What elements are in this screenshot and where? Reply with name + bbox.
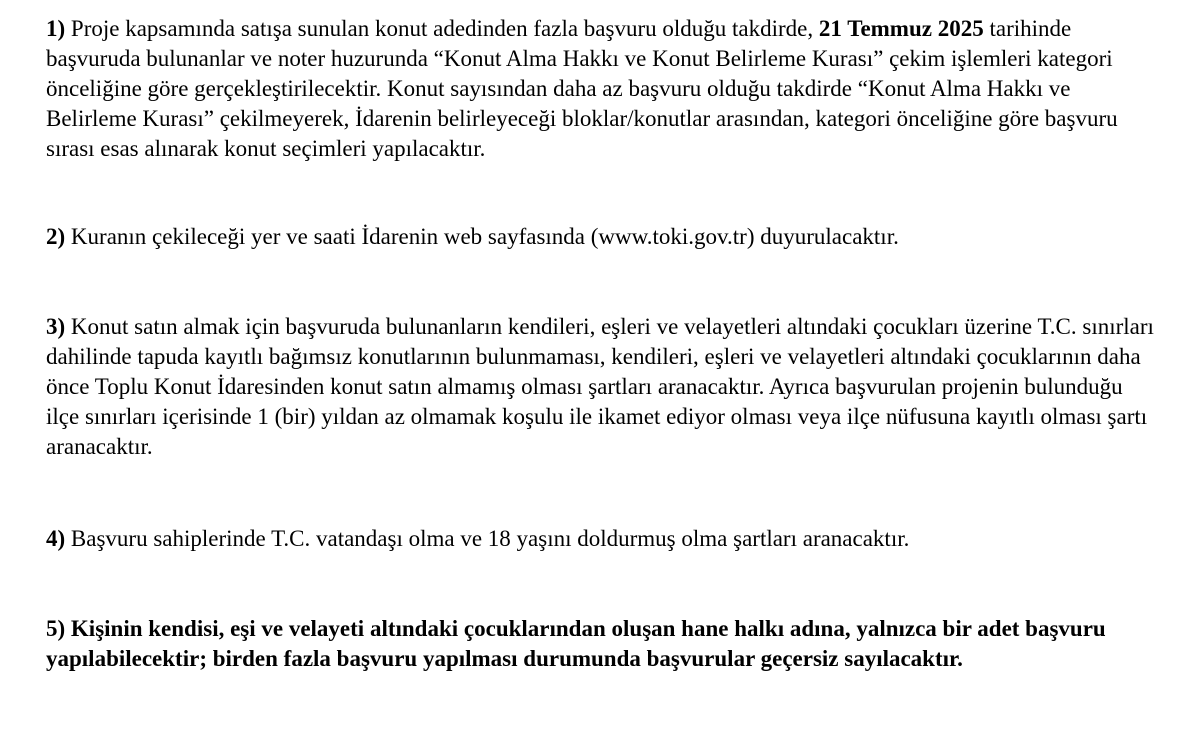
rule-item-1 xyxy=(46,14,1160,164)
item-number: 3) xyxy=(46,314,66,339)
rule-item-4 xyxy=(46,524,1160,554)
item-number: 2) xyxy=(46,224,66,249)
rule-item-5 xyxy=(46,614,1160,674)
item-text: Başvuru sahiplerinde T.C. vatandaşı olma ve 18 yaşını doldurmuş olma şartları aranacaktır. xyxy=(70,526,910,551)
item-text: Konut satın almak için başvuruda bulunanların kendileri, eşleri ve velayetleri altındaki çocukları üzerine T.C. sınırları dahilinde tapuda kayıtlı bağımsız konutlarının bulunmaması, kendileri, eşleri ve velayetleri altındaki çocuklarının daha önce Toplu Konut İdaresinden konut satın almamış olması şartları aranacaktır. Ayrıca başvurulan projenin bulunduğu ilçe sınırları içerisinde 1 (bir) yıldan az olmamak koşulu ile ikamet ediyor olması veya ilçe nüfusuna kayıtlı olması şartı aranacaktır. xyxy=(46,314,1154,459)
rule-item-2 xyxy=(46,222,1160,252)
item-number: 1) xyxy=(46,16,66,41)
item-number: 4) xyxy=(46,526,66,551)
item-number: 5) xyxy=(46,616,66,641)
item-text: Kuranın çekileceği yer ve saati İdarenin web sayfasında (www.toki.gov.tr) duyurulacaktır. xyxy=(70,224,899,249)
item-text: Proje kapsamında satışa sunulan konut adedinden fazla başvuru olduğu takdirde, xyxy=(70,16,819,41)
item-text-continued: tarihinde başvuruda bulunanlar ve noter huzurunda “Konut Alma Hakkı ve Konut Belirleme Kurası” çekim işlemleri kategori önceliğine göre gerçekleştirilecektir. Konut sayısından daha az başvuru olduğu takdirde “Konut Alma Hakkı ve Belirleme Kurası” çekilmeyerek, İdarenin belirleyeceği bloklar/konutlar arasından, kategori önceliğine göre başvuru sırası esas alınarak konut seçimleri yapılacaktır. xyxy=(46,16,1118,161)
application-date: 21 Temmuz 2025 xyxy=(818,16,984,41)
rule-item-3 xyxy=(46,312,1160,462)
item-text: Kişinin kendisi, eşi ve velayeti altındaki çocuklarından oluşan hane halkı adına, yalnızca bir adet başvuru yapılabilecektir; birden fazla başvuru yapılması durumunda başvurular geçersiz sayılacaktır. xyxy=(46,616,1106,671)
